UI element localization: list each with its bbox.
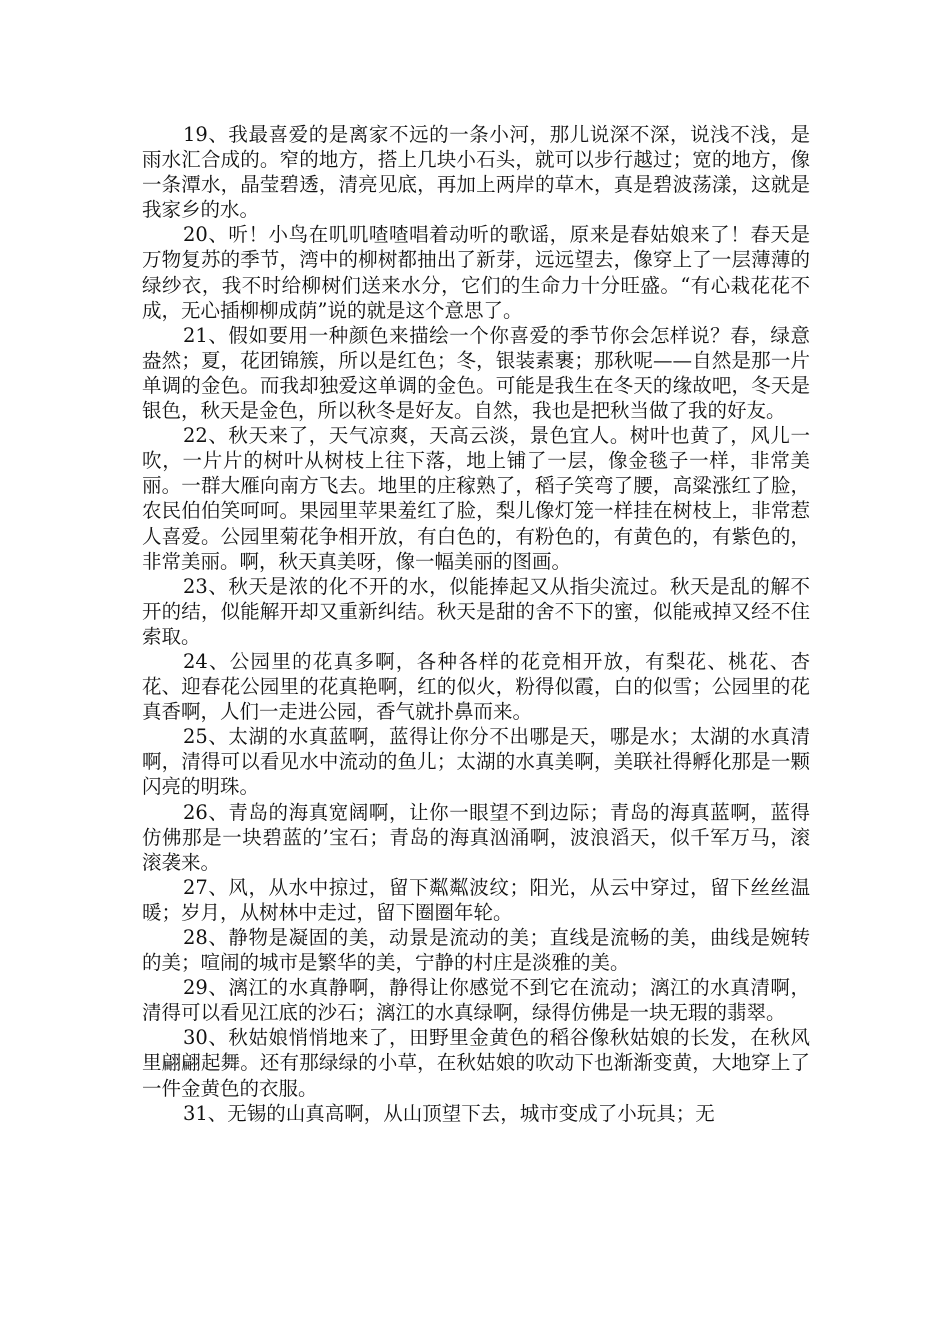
paragraph-27: 27、风，从水中掠过，留下粼粼波纹；阳光，从云中穿过，留下丝丝温暖；岁月，从树林中走过，留下圈圈年轮。 — [142, 875, 810, 924]
paragraph-25: 25、太湖的水真蓝啊，蓝得让你分不出哪是天，哪是水；太湖的水真清啊，清得可以看见水中流动的鱼儿；太湖的水真美啊，美联社得孵化那是一颗闪亮的明珠。 — [142, 725, 810, 799]
paragraph-19: 19、我最喜爱的是离家不远的一条小河，那儿说深不深，说浅不浅，是雨水汇合成的。窄的地方，搭上几块小石头，就可以步行越过；宽的地方，像一条潭水，晶莹碧透，清亮见底，再加上两岸的草木，真是碧波荡漾，这就是我家乡的水。 — [142, 123, 810, 222]
paragraph-26: 26、青岛的海真宽阔啊，让你一眼望不到边际；青岛的海真蓝啊，蓝得仿佛那是一块碧蓝的’宝石；青岛的海真汹涌啊，波浪滔天，似千军万马，滚滚袭来。 — [142, 800, 810, 874]
paragraph-20: 20、听！小鸟在叽叽喳喳唱着动听的歌谣，原来是春姑娘来了！春天是万物复苏的季节，湾中的柳树都抽出了新芽，远远望去，像穿上了一层薄薄的绿纱衣，我不时给柳树们送来水分，它们的生命力十分旺盛。“有心栽花花不成，无心插柳柳成荫”说的就是这个意思了。 — [142, 223, 810, 322]
document-page — [142, 122, 810, 1126]
paragraph-31: 31、无锡的山真高啊，从山顶望下去，城市变成了小玩具；无 — [182, 1101, 715, 1125]
paragraph-23: 23、秋天是浓的化不开的水，似能捧起又从指尖流过。秋天是乱的解不开的结，似能解开却又重新纠结。秋天是甜的舍不下的蜜，似能戒掉又经不住索取。 — [142, 574, 810, 648]
paragraph-30: 30、秋姑娘悄悄地来了，田野里金黄色的稻谷像秋姑娘的长发，在秋风里翩翩起舞。还有那绿绿的小草，在秋姑娘的吹动下也渐渐变黄，大地穿上了一件金黄色的衣服。 — [142, 1026, 810, 1100]
paragraph-24: 24、公园里的花真多啊，各种各样的花竞相开放，有梨花、桃花、杏花、迎春花公园里的花真艳啊，红的似火，粉得似霞，白的似雪；公园里的花真香啊，人们一走进公园，香气就扑鼻而来。 — [142, 649, 810, 724]
paragraph-22: 22、秋天来了，天气凉爽，天高云淡，景色宜人。树叶也黄了，风儿一吹，一片片的树叶从树枝上往下落，地上铺了一层，像金毯子一样，非常美丽。一群大雁向南方飞去。地里的庄稼熟了，稻子笑弯了腰，高粱涨红了脸，农民伯伯笑呵呵。果园里苹果羞红了脸，梨儿像灯笼一样挂在树枝上，非常惹人喜爱。公园里菊花争相开放，有白色的，有粉色的，有黄色的，有紫色的，非常美丽。啊，秋天真美呀，像一幅美丽的图画。 — [142, 424, 810, 573]
paragraph-21: 21、假如要用一种颜色来描绘一个你喜爱的季节你会怎样说？春，绿意盎然；夏，花团锦簇，所以是红色；冬，银装素裹；那秋呢——自然是那一片单调的金色。而我却独爱这单调的金色。可能是我生在冬天的缘故吧，冬天是银色，秋天是金色，所以秋冬是好友。自然，我也是把秋当做了我的好友。 — [142, 323, 810, 423]
paragraph-28: 28、静物是凝固的美，动景是流动的美；直线是流畅的美，曲线是婉转的美；喧闹的城市是繁华的美，宁静的村庄是淡雅的美。 — [142, 926, 810, 975]
paragraph-29: 29、漓江的水真静啊，静得让你感觉不到它在流动；漓江的水真清啊，清得可以看见江底的沙石；漓江的水真绿啊，绿得仿佛是一块无瑕的翡翠。 — [142, 976, 810, 1025]
